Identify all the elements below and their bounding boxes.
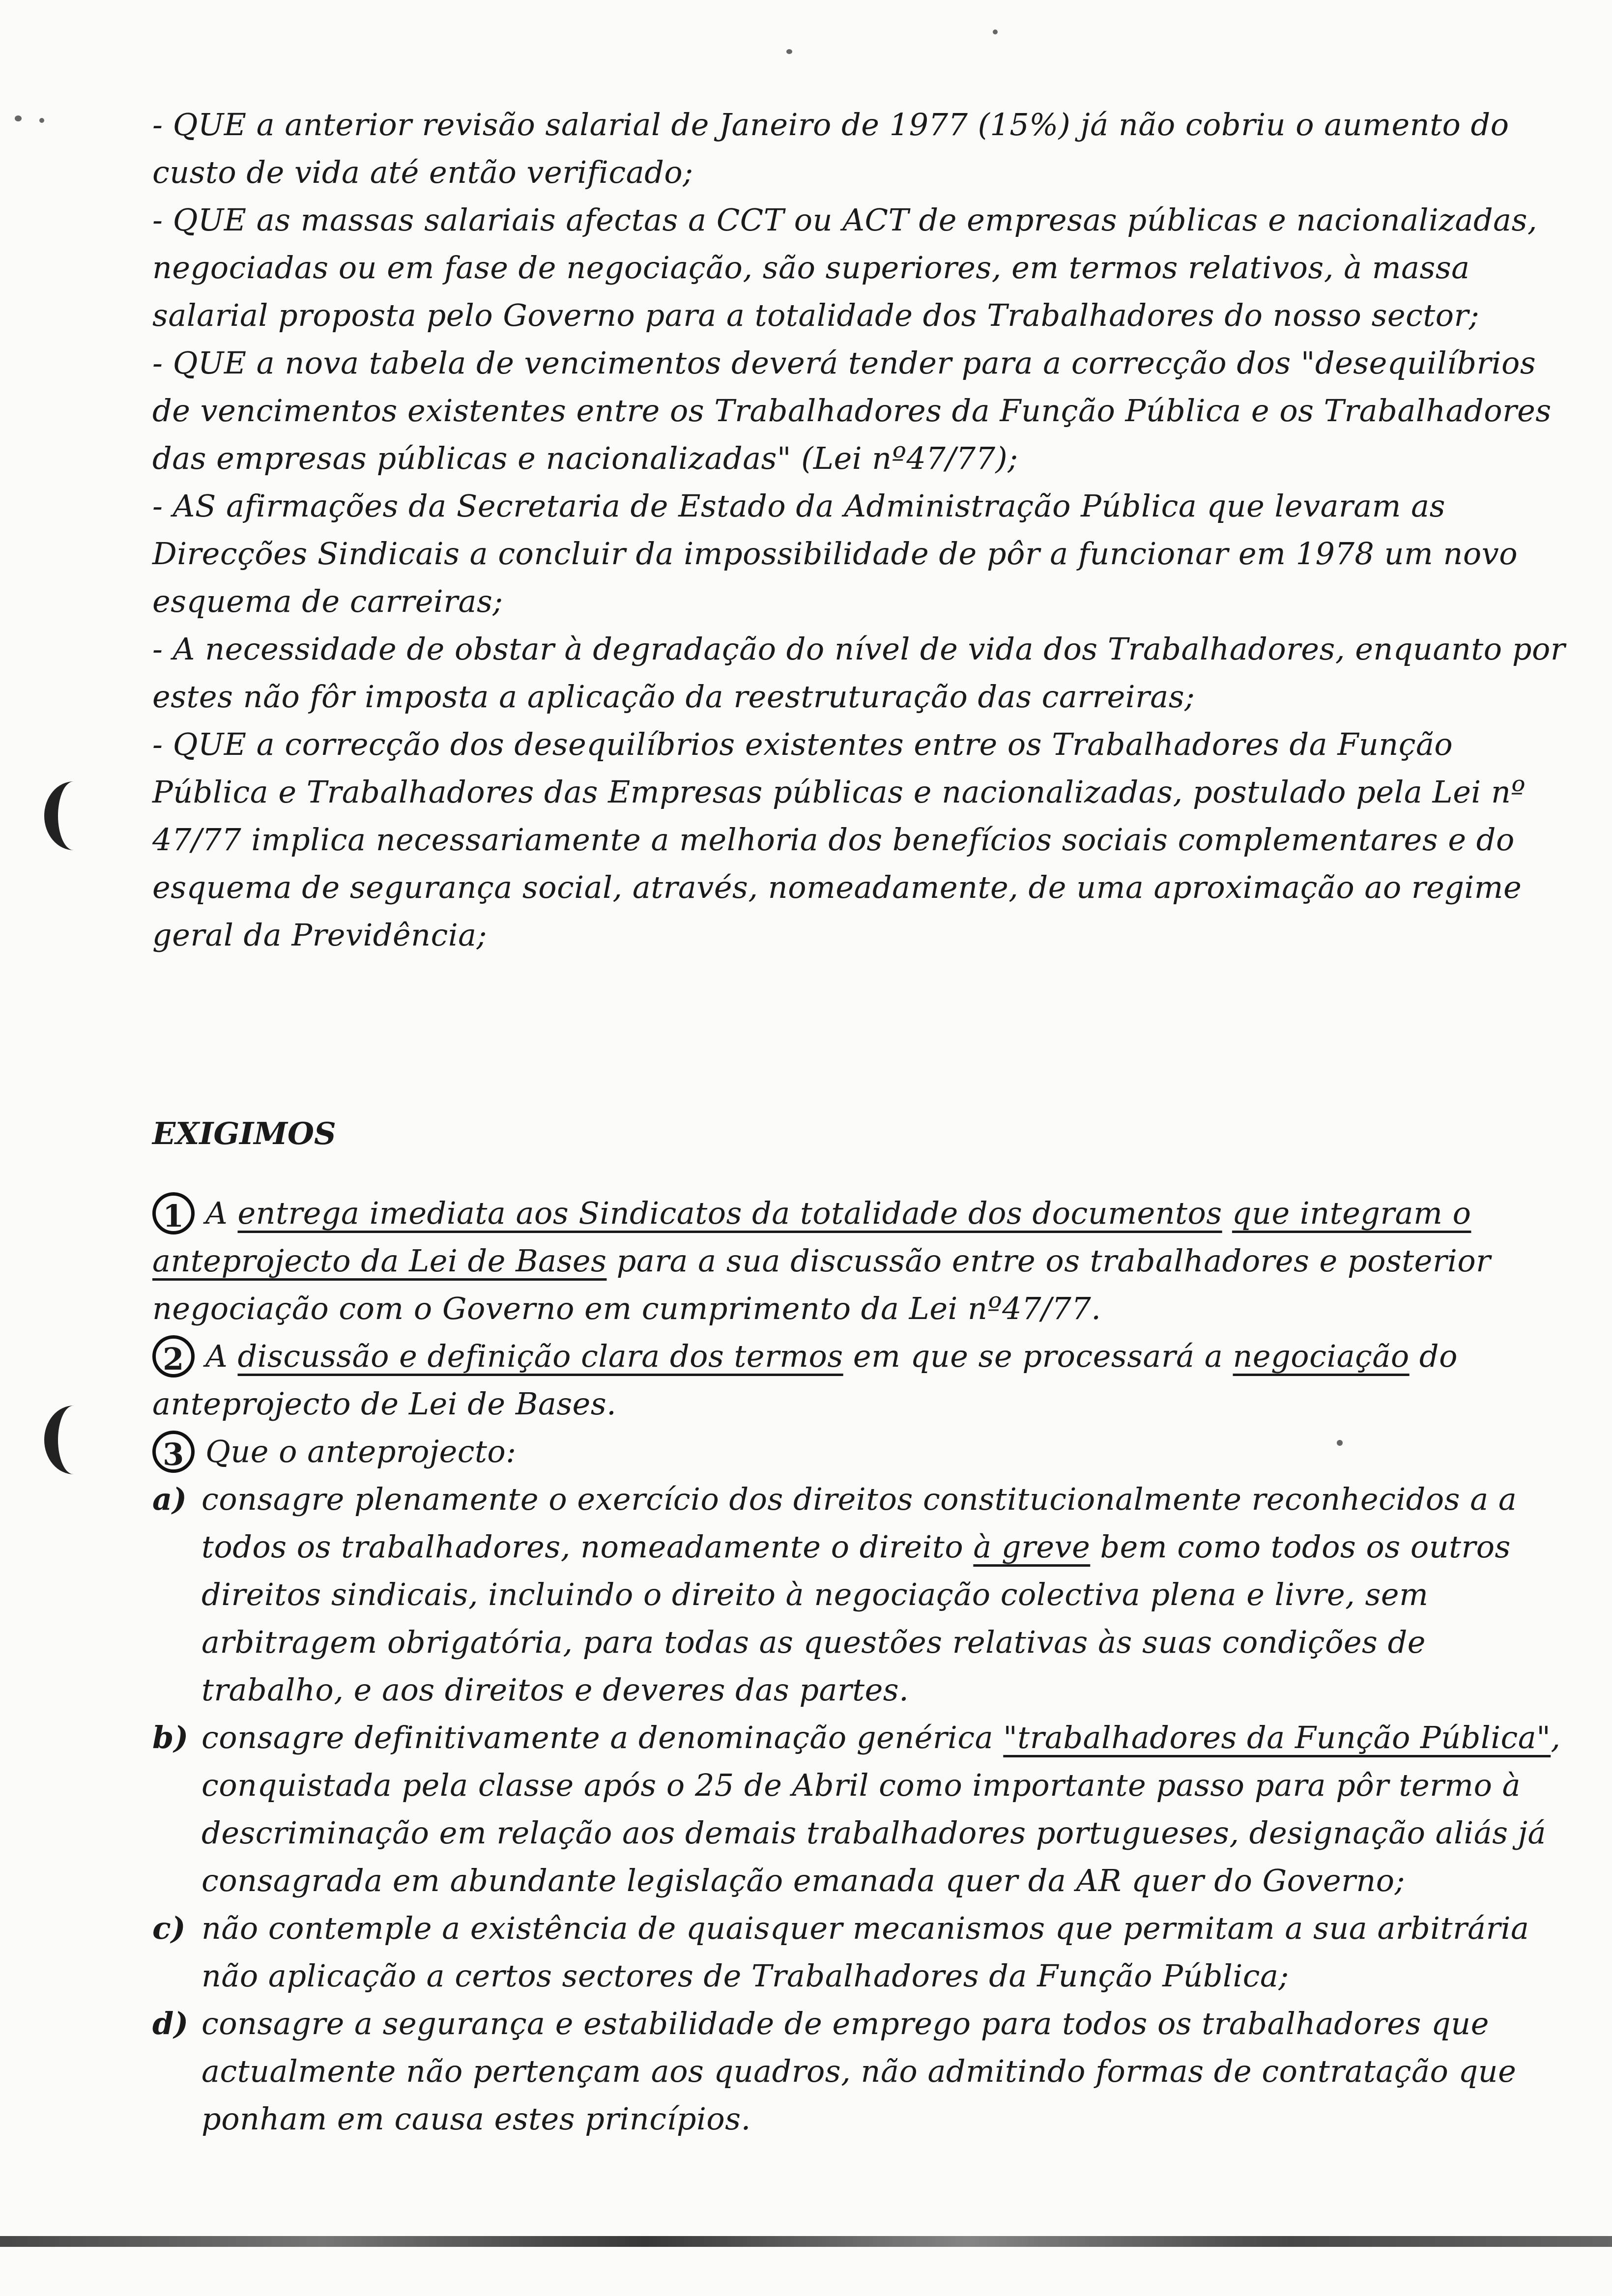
demand-2-number: 2 [152, 1335, 195, 1378]
demand-3-number: 3 [152, 1431, 195, 1473]
demand-1-post: para a sua discussão entre os trabalhadores e posterior negociação com o Governo em cumprimento da Lei nº47/77. [152, 1243, 1491, 1326]
demands-block [152, 1189, 1578, 2143]
demand-1-pre: A [205, 1195, 238, 1231]
consideration-1: - QUE a anterior revisão salarial de Janeiro de 1977 (15%) já não cobriu o aumento do custo de vida até então verificado; [152, 107, 1509, 190]
consideration-6: - QUE a correcção dos desequilíbrios existentes entre os Trabalhadores da Função Pública e Trabalhadores das Empresas públicas e nacionalizadas, postulado pela Lei nº 47/77 implica necessariamente a melhoria dos benefícios sociais complementares e do esquema de segurança social, através, nomeadamente, de uma aproximação ao regime geral da Previdência; [152, 726, 1526, 953]
demand-3 [152, 1428, 1578, 1475]
demand-3-text: Que o anteprojecto: [205, 1434, 517, 1469]
list-item-d-letter: d) [152, 2006, 189, 2041]
scan-edge-bar [0, 2236, 1612, 2247]
demand-2 [152, 1332, 1578, 1428]
list-item-a-post: bem como todos os outros direitos sindicais, incluindo o direito à negociação colectiva plena e livre, sem arbitragem obrigatória, para todas as questões relativas às suas condições de trabalho, e aos direitos e deveres das partes. [202, 1529, 1511, 1708]
consideration-3: - QUE a nova tabela de vencimentos deverá tender para a correcção dos "desequilíbrios de vencimentos existentes entre os Trabalhadores da Função Pública e os Trabalhadores das empresas públicas e nacionalizadas" (Lei nº47/77); [152, 345, 1552, 476]
consideration-4: - AS afirmações da Secretaria de Estado da Administração Pública que levaram as Direcções Sindicais a concluir da impossibilidade de pôr a funcionar em 1978 um novo esquema de carreiras; [152, 488, 1518, 619]
punch-hole-top [44, 781, 103, 850]
demand-1-underline-2: que integram o anteprojecto da Lei de Bases [152, 1195, 1471, 1279]
scan-speck [15, 115, 22, 121]
considerations-block [152, 101, 1578, 959]
scan-speck [39, 118, 44, 123]
list-item-b [152, 1714, 1578, 1904]
list-item-b-pre: consagre definitivamente a denominação genérica [202, 1720, 1004, 1755]
demand-1 [152, 1189, 1578, 1332]
demand-2-underline-2: negociação [1233, 1338, 1410, 1374]
demand-1-mid [1222, 1195, 1232, 1231]
consideration-2: - QUE as massas salariais afectas a CCT ou ACT de empresas públicas e nacionalizadas, negociadas ou em fase de negociação, são superiores, em termos relativos, à massa salarial proposta pelo Governo para a totalidade dos Trabalhadores do nosso sector; [152, 202, 1538, 333]
list-item-a [152, 1475, 1578, 1714]
list-item-d-text: consagre a segurança e estabilidade de emprego para todos os trabalhadores que actualmente não pertençam aos quadros, não admitindo formas de contratação que ponham em causa estes princípios. [202, 2006, 1517, 2137]
consideration-5: - A necessidade de obstar à degradação do nível de vida dos Trabalhadores, enquanto por estes não fôr imposta a aplicação da reestruturação das carreiras; [152, 631, 1565, 715]
section-heading: EXIGIMOS [152, 1116, 336, 1151]
list-item-c-text: não contemple a existência de quaisquer mecanismos que permitam a sua arbitrária não aplicação a certos sectores de Trabalhadores da Função Pública; [202, 1910, 1529, 1994]
demand-2-underline-1: discussão e definição clara dos termos [237, 1338, 843, 1374]
demand-1-number: 1 [152, 1192, 195, 1234]
demand-1-underline-1: entrega imediata aos Sindicatos da totalidade dos documentos [237, 1195, 1222, 1231]
list-item-c-letter: c) [152, 1910, 186, 1946]
demand-2-post: do anteprojecto de Lei de Bases. [152, 1338, 1458, 1422]
list-item-c [152, 1904, 1578, 2000]
demand-2-pre: A [205, 1338, 238, 1374]
list-item-b-underline: "trabalhadores da Função Pública" [1003, 1720, 1551, 1755]
list-item-a-letter: a) [152, 1481, 187, 1517]
demand-2-mid: em que se processará a [843, 1338, 1233, 1374]
list-item-b-post: , conquistada pela classe após o 25 de Abril como importante passo para pôr termo à descriminação em relação aos demais trabalhadores portugueses, designação aliás já consagrada em abundante legislação emanada quer da AR quer do Governo; [202, 1720, 1561, 1898]
list-item-d [152, 2000, 1578, 2143]
list-item-a-underline: à greve [973, 1529, 1091, 1565]
list-item-b-letter: b) [152, 1720, 189, 1755]
punch-hole-bottom [44, 1406, 103, 1474]
scan-speck [786, 49, 792, 54]
list-item-a-pre: consagre plenamente o exercício dos direitos constitucionalmente reconhecidos a a todos os trabalhadores, nomeadamente o direito [202, 1481, 1517, 1565]
scan-speck [993, 29, 998, 34]
